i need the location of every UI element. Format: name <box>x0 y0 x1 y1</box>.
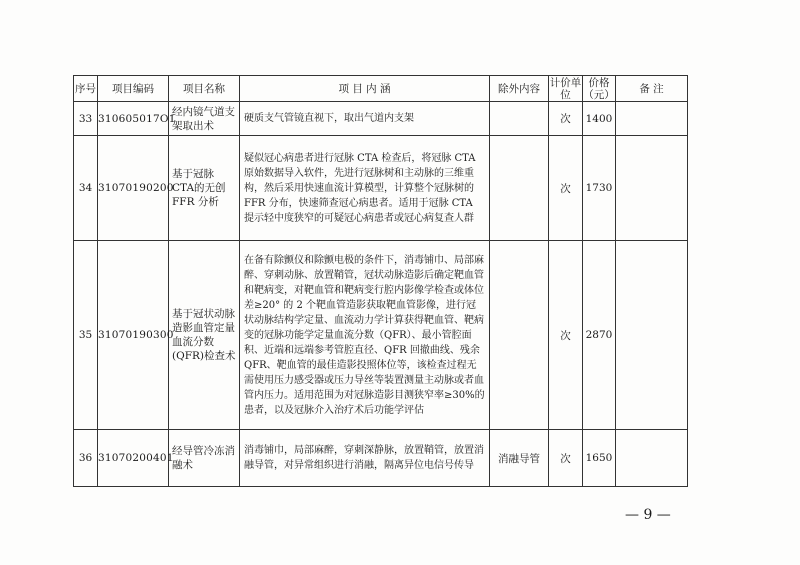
row-remark <box>616 241 688 430</box>
table-row <box>74 136 688 241</box>
row-no: 36 <box>74 430 98 487</box>
row-name: 基于冠状动脉造影血管定量血流分数(QFR)检查术 <box>169 241 240 430</box>
row-code: 31070190300 <box>98 241 169 430</box>
table-row <box>74 102 688 136</box>
table-header-row <box>74 76 688 102</box>
header-unit: 计价单位 <box>549 76 582 101</box>
row-price: 1400 <box>583 102 616 136</box>
row-unit: 次 <box>549 241 583 430</box>
row-content: 在备有除颤仪和除颤电极的条件下，消毒铺巾、局部麻醉、穿刺动脉、放置鞘管，冠状动脉造影后确定靶血管和靶病变，对靶血管和靶病变行腔内影像学检查或体位差≥20° 的 2 个靶血管造影获取靶血管影像，进行冠状动脉结构学定量、血流动力学计算获得靶血管、靶病变的冠脉功能学定量血流分数（QFR）、最小管腔面积、近端和远端参考管腔直径、QFR 回撤曲线、残余 QFR、靶血管的最佳造影投照体位等，该检查过程无需使用压力感受器或压力导丝等装置测量主动脉或者血管内压力。适用范围为对冠脉造影目测狭窄率≥30%的患者，以及冠脉介入治疗术后功能学评估 <box>240 241 490 430</box>
fee-table <box>73 75 688 487</box>
table-row <box>74 430 688 487</box>
page-number: — 9 — <box>625 507 671 523</box>
header-content: 项 目 内 涵 <box>240 76 490 102</box>
row-excluded <box>490 136 549 241</box>
row-name: 基于冠脉 CTA的无创 FFR 分析 <box>169 136 240 241</box>
row-content: 硬质支气管镜直视下，取出气道内支架 <box>240 102 490 136</box>
row-content: 消毒铺巾，局部麻醉，穿刺深静脉，放置鞘管，放置消融导管，对异常组织进行消融，隔离异位电信号传导 <box>240 430 490 487</box>
row-name: 经导管冷冻消融术 <box>169 430 240 487</box>
header-price: 价格（元） <box>583 76 615 101</box>
header-no: 序号 <box>74 76 98 102</box>
row-unit: 次 <box>549 102 583 136</box>
header-name: 项目名称 <box>169 76 240 102</box>
row-price: 1650 <box>583 430 616 487</box>
row-content: 疑似冠心病患者进行冠脉 CTA 检查后，将冠脉 CTA 原始数据导入软件，先进行冠脉树和主动脉的三维重构，然后采用快速血流计算模型，计算整个冠脉树的 FFR 分布，快速筛查冠心病患者。适用于冠脉 CTA 提示轻中度狭窄的可疑冠心病患者或冠心病复查人群 <box>240 136 490 241</box>
row-price: 2870 <box>583 241 616 430</box>
row-price: 1730 <box>583 136 616 241</box>
row-unit: 次 <box>549 136 583 241</box>
row-no: 34 <box>74 136 98 241</box>
row-remark <box>616 430 688 487</box>
row-remark <box>616 102 688 136</box>
header-remark: 备 注 <box>616 76 688 102</box>
header-code: 项目编码 <box>98 76 169 102</box>
header-excluded: 除外内容 <box>490 76 549 102</box>
row-unit: 次 <box>549 430 583 487</box>
table-row <box>74 241 688 430</box>
row-code: 310605017O1 <box>98 102 169 136</box>
row-code: 31070190200 <box>98 136 169 241</box>
row-excluded <box>490 241 549 430</box>
row-name: 经内镜气道支架取出术 <box>169 102 240 136</box>
row-code: 31070200401 <box>98 430 169 487</box>
row-no: 33 <box>74 102 98 136</box>
row-excluded: 消融导管 <box>490 430 549 487</box>
row-no: 35 <box>74 241 98 430</box>
row-excluded <box>490 102 549 136</box>
row-remark <box>616 136 688 241</box>
